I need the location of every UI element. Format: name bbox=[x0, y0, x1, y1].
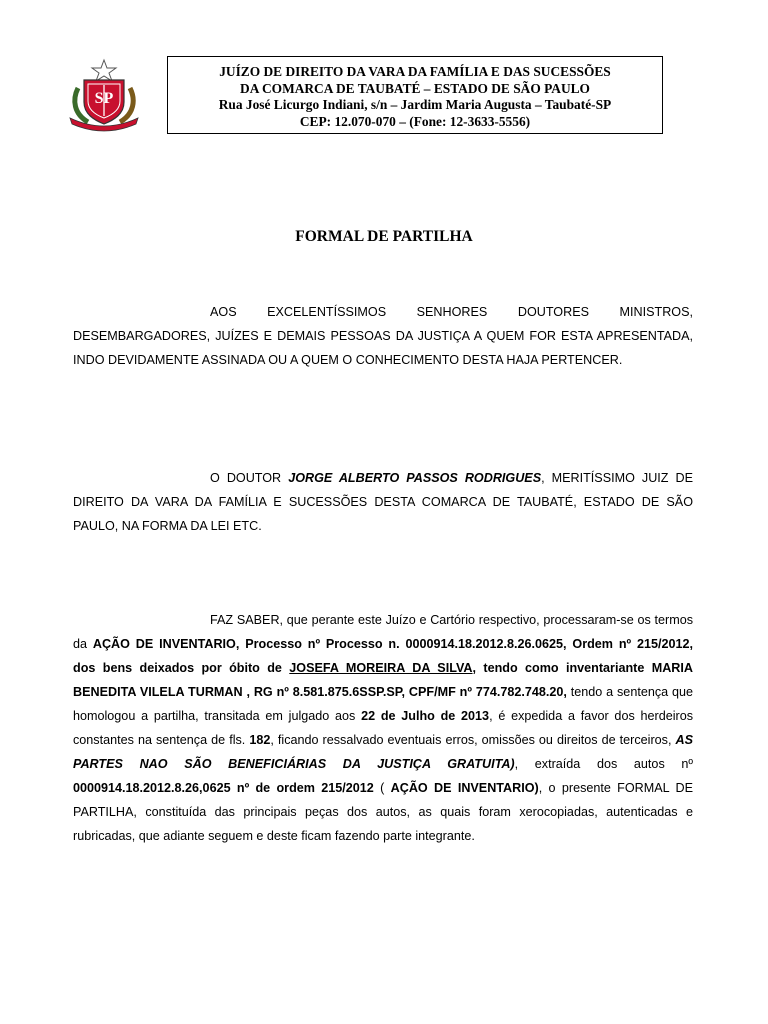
address-paragraph bbox=[73, 300, 693, 372]
process-info: AÇÃO DE INVENTARIO, Processo nº Processo n. 0000914.18.2012.8.26.0625, Ordem nº 215/2012, dos bens deixados por óbito de bbox=[73, 637, 693, 675]
inventory-info: , tendo como inventariante MARIA BENEDITA VILELA TURMAN , RG nº 8.581.875.6SSP.SP, CPF/MF nº 774.782.748.20, bbox=[73, 661, 693, 699]
action-type: AÇÃO DE INVENTARIO) bbox=[390, 781, 539, 795]
sheet-number: 182 bbox=[249, 733, 271, 747]
judgment-date: 22 de Julho de 2013 bbox=[361, 709, 490, 723]
court-name-line2: DA COMARCA DE TAUBATÉ – ESTADO DE SÃO PAULO bbox=[240, 80, 590, 96]
court-name-line1: JUÍZO DE DIREITO DA VARA DA FAMÍLIA E DAS SUCESSÕES bbox=[219, 64, 611, 79]
seal-letters: SP bbox=[94, 90, 114, 107]
sao-paulo-coat-of-arms-logo bbox=[64, 58, 144, 132]
address-text: AOS EXCELENTÍSSIMOS SENHORES DOUTORES MINISTROS, DESEMBARGADORES, JUÍZES E DEMAIS PESSOAS DA JUSTIÇA A QUEM FOR ESTA APRESENTADA, INDO DEVIDAMENTE ASSINADA OU A QUEM O CONHECIMENTO DESTA HAJA PERTENCER. bbox=[73, 305, 693, 367]
case-number: 0000914.18.2012.8.26,0625 nº de ordem 215/2012 bbox=[73, 781, 374, 795]
gratuity-notice: AS PARTES NAO SÃO BENEFICIÁRIAS DA JUSTIÇA GRATUITA) bbox=[73, 733, 693, 771]
deceased-name: JOSEFA MOREIRA DA SILVA bbox=[289, 661, 473, 675]
court-header-box bbox=[167, 56, 663, 134]
court-contact: CEP: 12.070-070 – (Fone: 12-3633-5556) bbox=[299, 113, 531, 129]
judge-name: JORGE ALBERTO PASSOS RODRIGUES bbox=[288, 471, 542, 485]
court-address: Rua José Licurgo Indiani, s/n – Jardim Maria Augusta – Taubaté-SP bbox=[218, 97, 612, 112]
judge-paragraph: O DOUTOR JORGE ALBERTO PASSOS RODRIGUES, MERITÍSSIMO JUIZ DE DIREITO DA VARA DA FAMÍLIA E SUCESSÕES DESTA COMARCA DE TAUBATÉ, ESTADO DE SÃO PAULO, NA FORMA DA LEI ETC. bbox=[73, 471, 694, 533]
faz-saber-paragraph: FAZ SABER, que perante este Juízo e Cartório respectivo, processaram-se os termos da AÇÃO DE INVENTARIO, Processo nº Processo n. 0000914.18.2012.8.26.0625, Ordem nº 215/2012, dos bens deixados por óbito de JOSEFA MOREIRA DA SILVA, tendo como inventariante MARIA BENEDITA VILELA TURMAN , RG nº 8.581.875.6SSP.SP, CPF/MF nº 774.782.748.20, tendo a sentença que homologou a partilha, transitada em julgado aos 22 de Julho de 2013, é expedida a favor dos herdeiros constantes na sentença de fls. 182, ficando ressalvado eventuais erros, omissões ou direitos de terceiros, AS PARTES NAO SÃO BENEFICIÁRIAS DA JUSTIÇA GRATUITA), extraída dos autos nº 0000914.18.2012.8.26,0625 nº de ordem 215/2012 ( AÇÃO DE INVENTARIO), o presente FORMAL DE PARTILHA, constituída das principais peças dos autos, as quais foram xerocopiadas, autenticadas e rubricadas, que adiante seguem e deste ficam fazendo parte integrante. bbox=[73, 613, 694, 843]
document-title: FORMAL DE PARTILHA bbox=[295, 228, 473, 245]
